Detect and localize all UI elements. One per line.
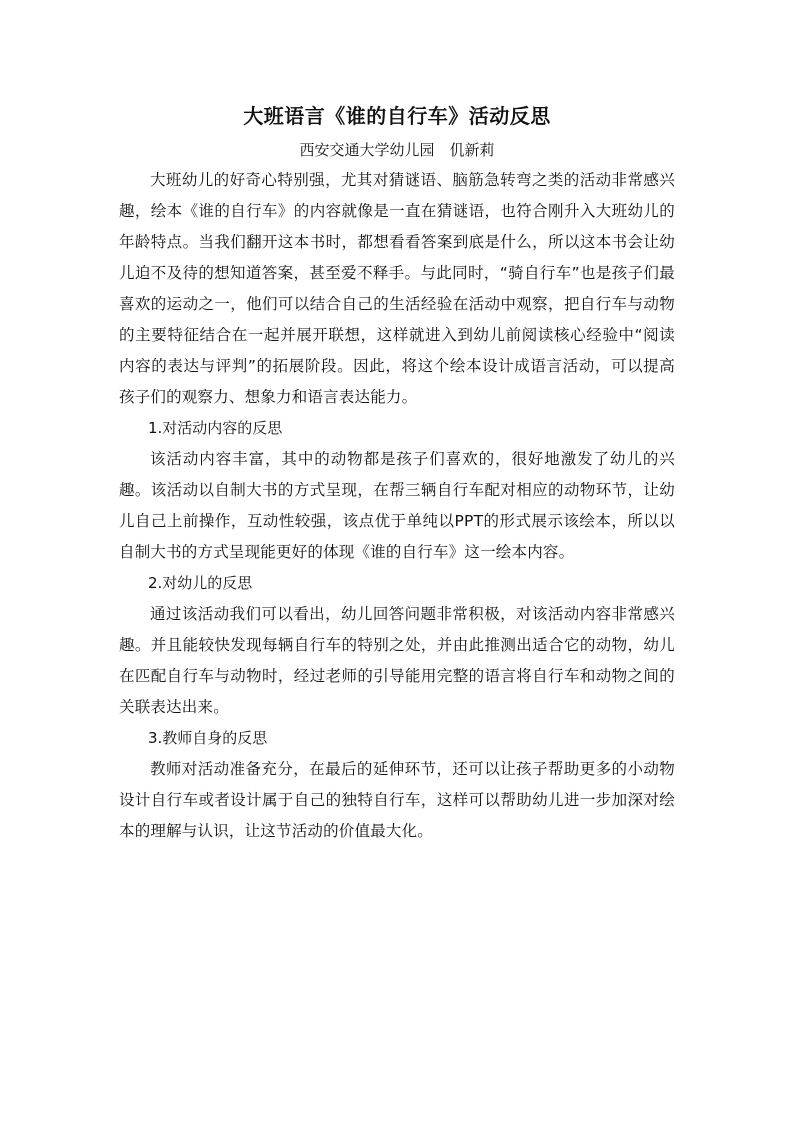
section-heading-teacher: 3.教师自身的反思 <box>148 729 268 747</box>
author-line: 西安交通大学幼儿园 仉新莉 <box>299 141 495 159</box>
section-body-content: 该活动内容丰富，其中的动物都是孩子们喜欢的，很好地激发了幼儿的兴趣。该活动以自制大书的方式呈现，在帮三辆自行车配对相应的动物环节，让幼儿自己上前操作，互动性较强，该点优于单纯以PPT的形式展示该绘本，所以以自制大书的方式呈现能更好的体现《谁的自行车》这一绘本内容。 <box>119 450 675 561</box>
section-body-teacher: 教师对活动准备充分，在最后的延伸环节，还可以让孩子帮助更多的小动物设计自行车或者设计属于自己的独特自行车，这样可以帮助幼儿进一步加深对绘本的理解与认识，让这节活动的价值最大化。 <box>119 760 675 840</box>
document-content <box>119 102 675 847</box>
section-heading-children: 2.对幼儿的反思 <box>148 574 253 592</box>
section-body-children: 通过该活动我们可以看出，幼儿回答问题非常积极，对该活动内容非常感兴趣。并且能较快发现每辆自行车的特别之处，并由此推测出适合它的动物，幼儿在匹配自行车与动物时，经过老师的引导能用完整的语言将自行车和动物之间的关联表达出来。 <box>119 605 675 716</box>
page-title: 大班语言《谁的自行车》活动反思 <box>243 104 551 128</box>
intro-paragraph: 大班幼儿的好奇心特别强，尤其对猜谜语、脑筋急转弯之类的活动非常感兴趣，绘本《谁的自行车》的内容就像是一直在猜谜语，也符合刚升入大班幼儿的年龄特点。当我们翻开这本书时，都想看看答案到底是什么，所以这本书会让幼儿迫不及待的想知道答案，甚至爱不释手。与此同时，“骑自行车”也是孩子们最喜欢的运动之一，他们可以结合自己的生活经验在活动中观察，把自行车与动物的主要特征结合在一起并展开联想，这样就进入到幼儿前阅读核心经验中“阅读内容的表达与评判”的拓展阶段。因此，将这个绘本设计成语言活动，可以提高孩子们的观察力、想象力和语言表达能力。 <box>119 171 675 406</box>
section-heading-content: 1.对活动内容的反思 <box>148 419 283 437</box>
